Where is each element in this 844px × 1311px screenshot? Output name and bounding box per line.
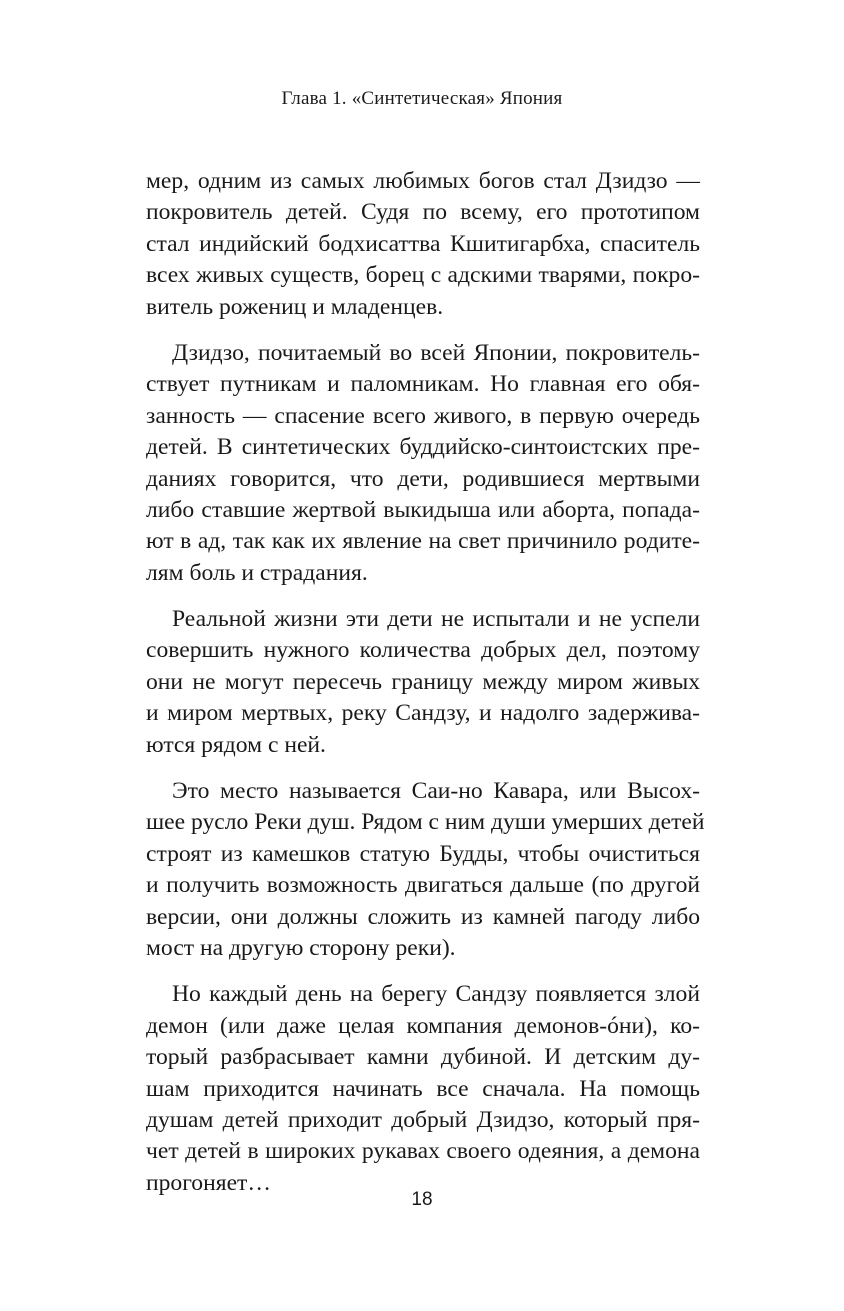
text-line: прогоняет… [146,1169,271,1196]
body-text [146,166,705,1199]
text-line: чет детей в широких рукавах своего одеяния, а демона [146,1138,700,1165]
text-line: лям боль и страдания. [146,559,368,586]
text-line: шее русло Реки душ. Рядом с ним души умерших детей [146,809,705,836]
text-line: мер, одним из самых любимых богов стал Дзидзо — [146,168,700,194]
text-line: шам приходится начинать все сначала. На помощь [146,1075,700,1102]
text-line: душам детей приходит добрый Дзидзо, который пря- [146,1106,700,1133]
text-line: Реальной жизни эти дети не испытали и не успели [172,606,700,633]
text-line: мост на другую сторону реки). [146,934,456,961]
text-line: покровитель детей. Судя по всему, его прототипом [146,199,700,226]
page-number: 18 [411,1189,433,1210]
text-line: Но каждый день на берегу Сандзу появляется злой [172,981,700,1008]
text-line: они не могут пересечь границу между миром живых [146,668,700,695]
text-line: версии, они должны сложить из камней пагоду либо [146,903,700,930]
text-line: ют в ад, так как их явление на свет причинило родите- [146,528,700,555]
text-line: всех живых существ, борец с адскими тварями, покро- [146,262,700,289]
text-line: либо ставшие жертвой выкидыша или аборта, попада- [146,496,700,523]
paragraph [146,776,705,964]
text-line: Дзидзо, почитаемый во всей Японии, покровитель- [172,339,700,366]
text-line: и получить возможность двигаться дальше (по другой [146,872,700,899]
text-line: торый разбрасывает камни дубиной. И детским ду- [146,1044,700,1071]
text-line: строят из камешков статую Будды, чтобы очиститься [146,840,700,867]
text-line: совершить нужного количества добрых дел, поэтому [146,637,700,664]
text-line: витель рожениц и младенцев. [146,293,444,320]
text-line: Это место называется Саи-но Кавара, или Высох- [172,778,700,805]
text-line: занность — спасение всего живого, в первую очередь [146,402,700,429]
text-line: и миром мертвых, реку Сандзу, и надолго задержива- [146,700,700,727]
text-line: детей. В синтетических буддийско-синтоистских пре- [146,434,700,461]
text-line: ствует путникам и паломникам. Но главная его обя- [146,371,700,398]
running-head: Глава 1. «Синтетическая» Япония [281,88,563,109]
text-line: ются рядом с ней. [146,731,326,758]
text-line: стал индийский бодхисаттва Кшитигарбха, спаситель [146,230,700,257]
paragraph [146,338,700,589]
paragraph [146,166,700,323]
paragraph [146,604,700,761]
text-line: даниях говорится, что дети, родившиеся мертвыми [146,465,700,492]
text-line: демон (или даже целая компания демонов-óни), ко- [146,1012,700,1039]
paragraph [146,979,700,1199]
